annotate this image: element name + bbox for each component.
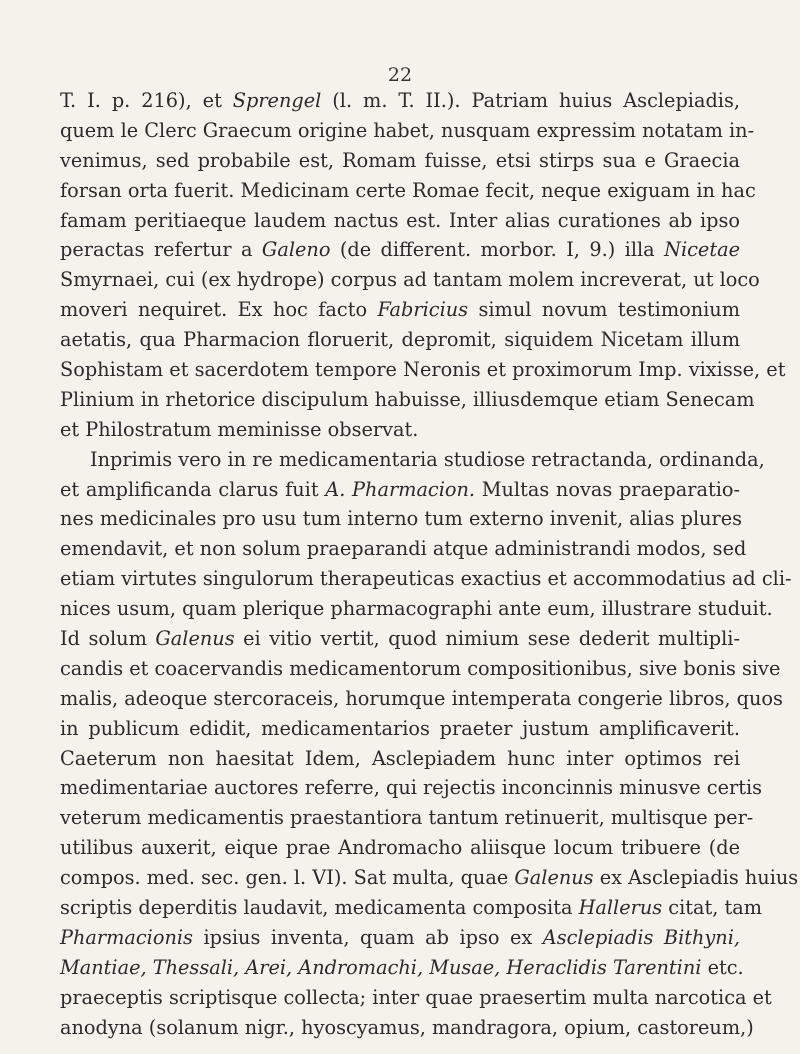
text-segment: utilibus auxerit, eique prae Andromacho aliisque locum tribuere (de (60, 836, 740, 860)
text-segment: candis et coacervandis medicamentorum compositionibus, sive bonis sive (60, 656, 781, 680)
italic-text: Hallerus (578, 896, 663, 920)
text-segment: medimentariae auctores referre, qui rejectis inconcinnis minusve certis (60, 776, 763, 800)
text-segment: etiam virtutes singulorum therapeuticas exactius et accommodatius ad cli- (60, 567, 792, 591)
text-line (60, 206, 740, 236)
text-segment: Inprimis vero in re medicamentaria studiose retractanda, ordinanda, (90, 447, 765, 471)
text-line (60, 773, 763, 803)
text-segment: forsan orta fuerit. Medicinam certe Romae fecit, neque exiguam in hac (60, 178, 756, 202)
text-line (60, 146, 740, 176)
text-line (60, 504, 743, 534)
text-line (60, 265, 760, 295)
text-line (60, 385, 755, 415)
text-segment: peractas refertur a (60, 238, 262, 262)
text-line (60, 564, 792, 594)
text-segment: compos. med. sec. gen. l. VI). Sat multa, quae (60, 866, 515, 890)
text-line (60, 534, 747, 564)
italic-text: Mantiae, Thessali, Arei, Andromachi, Musae, Heraclidis Tarentini (60, 955, 702, 979)
text-segment: Multas novas praeparatio- (475, 477, 741, 501)
text-segment: (de different. morbor. I, 9.) illa (330, 238, 665, 262)
text-line (60, 445, 765, 475)
text-line (60, 176, 756, 206)
text-line (60, 923, 740, 953)
italic-text: Fabricius (377, 298, 469, 322)
italic-text: Nicetae (664, 238, 740, 262)
text-line (60, 893, 763, 923)
italic-text: Sprengel (232, 89, 322, 112)
text-segment: nes medicinales pro usu tum interno tum externo invenit, alias plures (60, 507, 743, 531)
text-segment: venimus, sed probabile est, Romam fuisse, etsi stirps sua e Graecia (60, 148, 740, 172)
text-segment: Sophistam et sacerdotem tempore Neronis et proximorum Imp. vixisse, et (60, 358, 786, 382)
text-line (60, 744, 740, 774)
text-segment: ipsius inventa, quam ab ipso ex (192, 925, 543, 949)
text-line (60, 116, 755, 146)
italic-text: Asclepiadis Bithyni, (542, 925, 741, 949)
text-segment: ex Asclepiadis huius (593, 866, 799, 890)
italic-text: Galeno (261, 238, 331, 262)
text-segment: quem le Clerc Graecum origine habet, nusquam expressim notatam in- (60, 118, 755, 142)
text-line (60, 235, 740, 265)
text-segment: emendavit, et non solum praeparandi atque administrandi modos, sed (60, 537, 747, 561)
text-line (60, 624, 740, 654)
text-line (60, 355, 786, 385)
text-segment: Caeterum non haesitat Idem, Asclepiadem hunc inter optimos rei (60, 746, 740, 770)
text-segment: etc. (701, 955, 744, 979)
text-line (60, 983, 772, 1013)
text-segment: malis, adeoque stercoraceis, horumque intemperata congerie libros, quos (60, 686, 783, 710)
body-text (60, 86, 799, 1043)
text-line (60, 863, 799, 893)
text-segment: famam peritiaeque laudem nactus est. Inter alias curationes ab ipso (60, 208, 740, 232)
text-line (60, 594, 773, 624)
text-segment: aetatis, qua Pharmacion floruerit, depromit, siquidem Nicetam illum (60, 328, 740, 352)
text-segment: moveri nequiret. Ex hoc facto (60, 298, 378, 322)
text-segment: nices usum, quam plerique pharmacographi ante eum, illustrare studuit. (60, 597, 773, 621)
italic-text: Galenus (514, 866, 594, 890)
text-segment: T. I. p. 216), et (60, 89, 233, 112)
text-line (60, 654, 781, 684)
italic-text: A. Pharmacion. (325, 477, 476, 501)
text-line (60, 415, 740, 445)
text-line (60, 325, 740, 355)
text-segment: anodyna (solanum nigr., hyoscyamus, mandragora, opium, castoreum,) (60, 1015, 754, 1039)
text-segment: veterum medicamentis praestantiora tantum retinuerit, multisque per- (60, 806, 754, 830)
text-line (60, 1013, 754, 1043)
page-number: 22 (387, 64, 413, 86)
text-segment: citat, tam (662, 896, 763, 920)
text-segment: Plinium in rhetorice discipulum habuisse, illiusdemque etiam Senecam (60, 387, 755, 411)
text-line (60, 295, 740, 325)
text-line (60, 803, 754, 833)
italic-text: Pharmacionis (60, 925, 193, 949)
text-segment: in publicum edidit, medicamentarios praeter justum amplificaverit. (60, 716, 740, 740)
italic-text: Galenus (155, 627, 235, 651)
text-segment: simul novum testimonium (468, 298, 741, 322)
text-line (60, 475, 740, 505)
text-segment: ei vitio vertit, quod nimium sese dederit multipli- (234, 627, 740, 651)
text-segment: (l. m. T. II.). Patriam huius Asclepiadis, (321, 89, 740, 112)
text-line (60, 953, 744, 983)
text-segment: scriptis deperditis laudavit, medicamenta composita (60, 896, 579, 920)
text-line (60, 833, 740, 863)
text-line (60, 86, 740, 116)
text-segment: Id solum (60, 627, 156, 651)
text-segment: et amplificanda clarus fuit (60, 477, 326, 501)
text-segment: et Philostratum meminisse observat. (60, 417, 419, 441)
text-line (60, 714, 740, 744)
text-segment: praeceptis scriptisque collecta; inter quae praesertim multa narcotica et (60, 985, 772, 1009)
text-segment: Smyrnaei, cui (ex hydrope) corpus ad tantam molem increverat, ut loco (60, 268, 760, 292)
text-line (60, 684, 783, 714)
